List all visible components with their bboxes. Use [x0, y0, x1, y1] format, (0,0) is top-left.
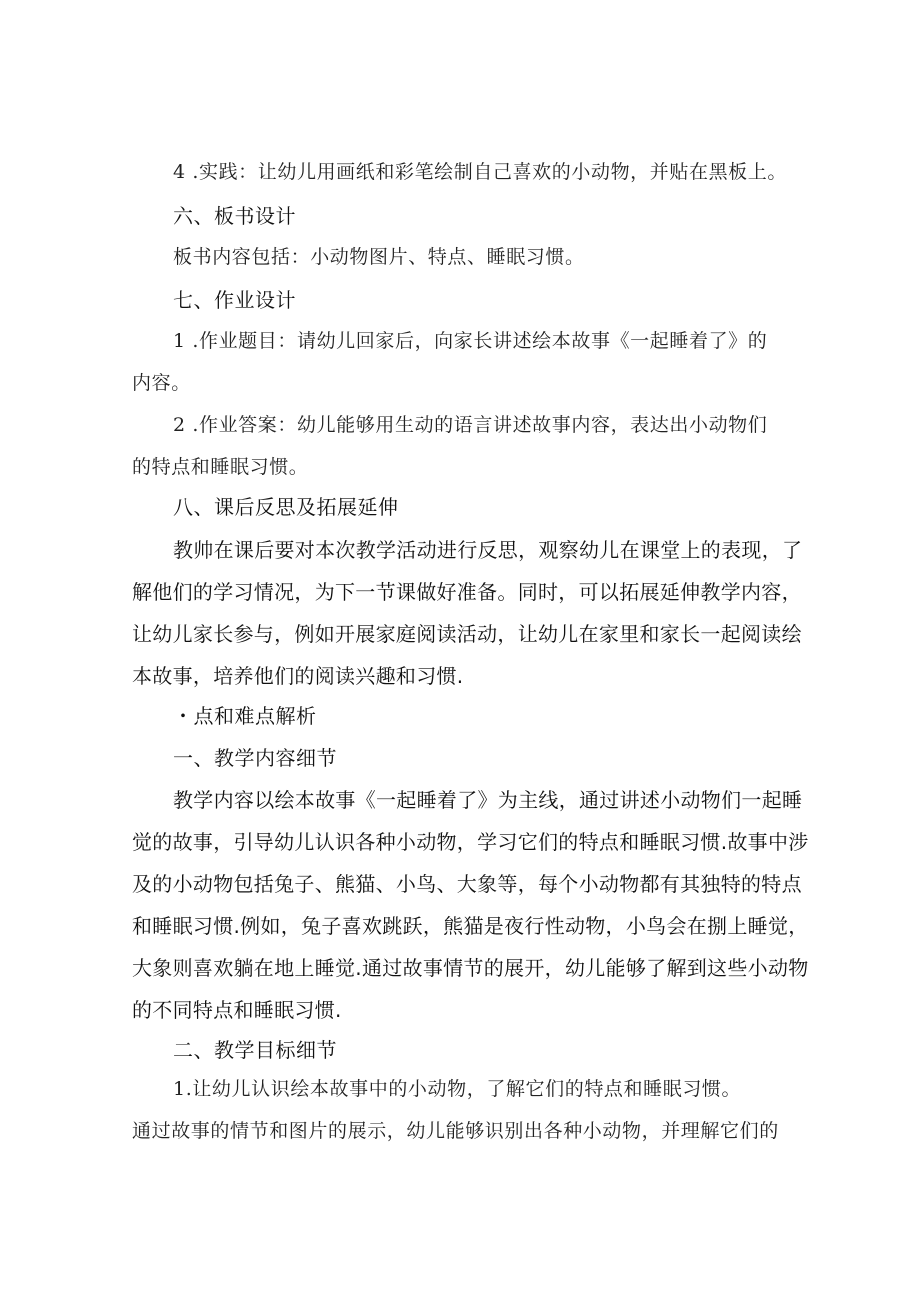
section-8-line-2: 解他们的学习情况，为下一节课做好准备。同时，可以拓展延伸教学内容，: [132, 580, 802, 604]
section-8-line-3: 让幼儿家长参与，例如开展家庭阅读活动，让幼儿在家里和家长一起阅读绘: [132, 622, 802, 646]
section-8-heading: 八、课后反思及拓展延伸: [173, 495, 399, 519]
part-1-line-1: 教学内容以绘本故事《一起睡着了》为主线，通过讲述小动物们一起睡: [173, 788, 803, 812]
section-8-line-4: 本故事，培养他们的阅读兴趣和习惯.: [132, 664, 464, 688]
practice-step: 4 .实践：让幼儿用画纸和彩笔绘制自己喜欢的小动物，并贴在黑板上。: [173, 161, 787, 183]
part-1-line-3: 及的小动物包括兔子、熊猫、小鸟、大象等，每个小动物都有其独特的特点: [132, 872, 802, 896]
section-6-body: 板书内容包括：小动物图片、特点、睡眠习惯。: [173, 246, 585, 268]
part-2-heading: 二、教学目标细节: [173, 1038, 337, 1062]
analysis-heading: ・点和难点解析: [173, 704, 317, 728]
part-1-line-6: 的不同特点和睡眠习惯.: [132, 998, 342, 1022]
homework-item-2-line-1: 2 .作业答案：幼儿能够用生动的语言讲述故事内容，表达出小动物们: [173, 414, 768, 436]
section-7-heading: 七、作业设计: [173, 288, 296, 312]
section-8-line-1: 教帅在课后要对本次教学活动进行反思，观察幼儿在课堂上的表现，了: [173, 538, 803, 562]
homework-item-2-line-2: 的特点和睡眠习惯。: [132, 456, 309, 478]
part-1-line-2: 觉的故事，引导幼儿认识各种小动物，学习它们的特点和睡眠习惯.故事中涉: [132, 830, 809, 854]
part-1-line-5: 大象则喜欢躺在地上睡觉.通过故事情节的展开，幼儿能够了解到这些小动物: [132, 956, 809, 980]
part-1-heading: 一、教学内容细节: [173, 746, 337, 770]
part-1-line-4: 和睡眠习惯.例如，兔子喜欢跳跃，熊猫是夜行性动物，小鸟会在捌上睡觉，: [132, 914, 809, 938]
part-2-line-2: 通过故事的情节和图片的展示，幼儿能够识别出各种小动物，并理解它们的: [132, 1120, 779, 1142]
homework-item-1-line-1: 1 .作业题目：请幼儿回家后，向家长讲述绘本故事《一起睡着了》的: [173, 330, 768, 352]
part-2-line-1: 1.让幼儿认识绘本故事中的小动物，了解它们的特点和睡眠习惯。: [173, 1078, 742, 1100]
homework-item-1-line-2: 内容。: [132, 372, 191, 394]
section-6-heading: 六、板书设计: [173, 204, 296, 228]
